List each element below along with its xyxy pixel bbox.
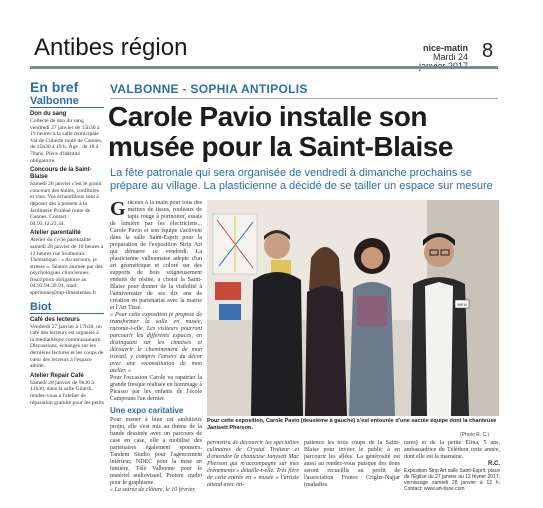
- event-info: Exposition Strip Art salle Saint-Esprit, place de l'Église du 27 janvier au 12 février 2017, vernissage samedi 28 janvier à 12 h. Contact: www.art-tisse.com: [404, 468, 500, 492]
- article-photo: [207, 200, 499, 416]
- name-badge: BIEN: [457, 302, 467, 307]
- article-text: râceux à la main pour tous des mettres de tissus, rouleaux de tapis rouge à portnoirer, essais de lumière par les électriciens... Carole Pavio et son équipe s'activent dans la salle Saint-Esprit pour la préparation de l'exposition Strip Art qui démarre ce vendredi. La plasticienne valbonnaise adepte d'un art géométrique et coloré sur des supports de bois soigneusement enduits de résine, a choisi la Saint-Blaise pour donner de la visibilité à l'anniversaire de ses dix ans de création en partenariat avec la mairie et l'Art Tissé.: [110, 200, 202, 311]
- caption-text: Pour cette exposition, Carole Pavio (deuxième à gauche) s'est entourée d'une sacrée équipe dont la chanteuse Janisett Pherson.: [207, 418, 497, 431]
- article-text: Pour mener à bien cet ambitieux projet, elle s'est mis au thème de la bande dessinée avec un parcours de case en case, elle a mobilisé des partenaires également sponsors. Tandem Studio pour l'agencement intérieur, NDEC pour la mise en lumière, Télé Valbonne pour le matériel audiovisuel, Protem studio pour le graphisme.: [110, 417, 202, 486]
- article-standfirst: La fête patronale qui sera organisée de vendredi à dimanche prochains se prépare au village. La plasticienne a décidé de se tailler un espace sur mesure: [110, 167, 493, 192]
- brief-heading: Café des lecteurs: [30, 316, 80, 323]
- article-quote: « Pour cette exposition je propose de transformer la salle en musée, raconte-t-elle. Les visiteurs pourront parcourir les différents espaces, en distinguant sur les cimaises et découvrir le cheminement de mon travail, y compris l'envers du décor avec une reconstitution de mon atelier. »: [110, 312, 202, 374]
- article-text: patience les trois coups de la Saint-Blaise pour inviter le public à en parcourir les allées. La générosité est aussi au rendez-vous puisque des dons seront recueillis au profit de l'association France Crigler-Najjar (maladies: [304, 440, 400, 488]
- article-headline: Carole Pavio installe son musée pour la Saint-Blaise: [108, 101, 453, 162]
- issue-date: Mardi 24: [432, 52, 468, 62]
- group-photo-illustration: [207, 200, 499, 416]
- page-number: 8: [482, 40, 494, 62]
- article-column-2: [207, 440, 299, 508]
- article-text: Pour l'occasion Carole va rapatrier la grande fresque réalisée en hommage à Picasso par les enfants de l'école Campouns l'an dernier.: [110, 375, 202, 402]
- article-subhead: Une expo caritative: [110, 406, 184, 415]
- brief-text: Atelier du cycle parentalité samedi 28 janvier de 10 heures à 12 heures rue Soubeiran. Thématique : « Au secours, je stresse ». Séance animée par des psychologues cliniciennes. Inscription obligatoire au 04.93.94.39.91, mail: sperinone@mp-ilinestemes.fr: [30, 237, 104, 297]
- brief-text: Samedi 28 janvier c'est le grand concours des huiles, confitures et vins. Vos échantillons sont à déposer dès à présent à la Jardinerie Pruléné route de Cannes. Contact : 04.93.12.23.34.: [30, 181, 102, 227]
- brief-heading: Don du sang: [30, 111, 67, 117]
- article-column-3: [304, 440, 400, 508]
- brief-text: Collecte de don du sang vendredi 27 janvier de 15h30 à 19 heures à la salle municipale Val de Cuberte route de Cannes, de 15h30 à 19 h. Âge : de 18 à 70ans. Pièce d'identité obligatoire.: [30, 118, 103, 164]
- brief-text: Samedi 28 janvier de 9h30 à 12h30, dans la salle Gilardi, rendez-vous à l'atelier de réparation gratuite pour les petits: [30, 379, 104, 406]
- article-text: permettra de découvrir les spécialités culinaires de Crystal Traiteur et d'entendre la chanteuse Janysett Mac Pherson qui m'accompagne sur mes évènements » détaille-t-elle. Très fière de cette entrée en « musée » l'artiste attend avec im-: [207, 440, 299, 488]
- header-rule: [30, 66, 498, 69]
- author-signature: R.C.: [488, 461, 500, 467]
- en-bref-sidebar: [30, 80, 104, 508]
- kicker-rule: [110, 98, 498, 99]
- brief-item: [30, 167, 104, 227]
- brief-item: [30, 230, 104, 296]
- paper-name: nice-matin: [422, 43, 468, 53]
- article-column-4: [404, 440, 500, 508]
- sidebar-section-biot: Biot: [30, 301, 104, 314]
- brief-heading: Concours de la Saint-Blaise: [30, 167, 92, 181]
- brief-heading: Atelier Repair Café: [30, 372, 84, 379]
- photo-caption: [207, 418, 499, 432]
- brief-item: [30, 111, 104, 164]
- brief-item: [30, 317, 104, 370]
- photo-credit: (Photo R. C.): [460, 432, 490, 438]
- sidebar-title: En bref: [30, 80, 79, 95]
- sidebar-section-valbonne: Valbonne: [30, 95, 104, 108]
- brief-text: Vendredi 27 janvier à 17h30, un café des lecteurs est organisé à la médiathèque communautaire. Discussions, échanges sur les dernières lectures et les coups de cœur des lecteurs à l'espace adulte.: [30, 323, 104, 370]
- drop-cap: G: [110, 200, 126, 220]
- article-column-1: [110, 200, 202, 508]
- brief-item: [30, 373, 104, 406]
- article-text: rares) et de la petite Elina, 5 ans, ambassadrice du Téléthon cette année, dont elle est la marraine.: [404, 440, 500, 460]
- article-quote: « La soirée de clôture, le 10 février,: [110, 487, 196, 493]
- section-title: Antibes région: [34, 34, 188, 61]
- masthead: [0, 0, 543, 78]
- article-kicker: VALBONNE - SOPHIA ANTIPOLIS: [110, 82, 308, 96]
- brief-heading: Atelier parentalité: [30, 230, 81, 237]
